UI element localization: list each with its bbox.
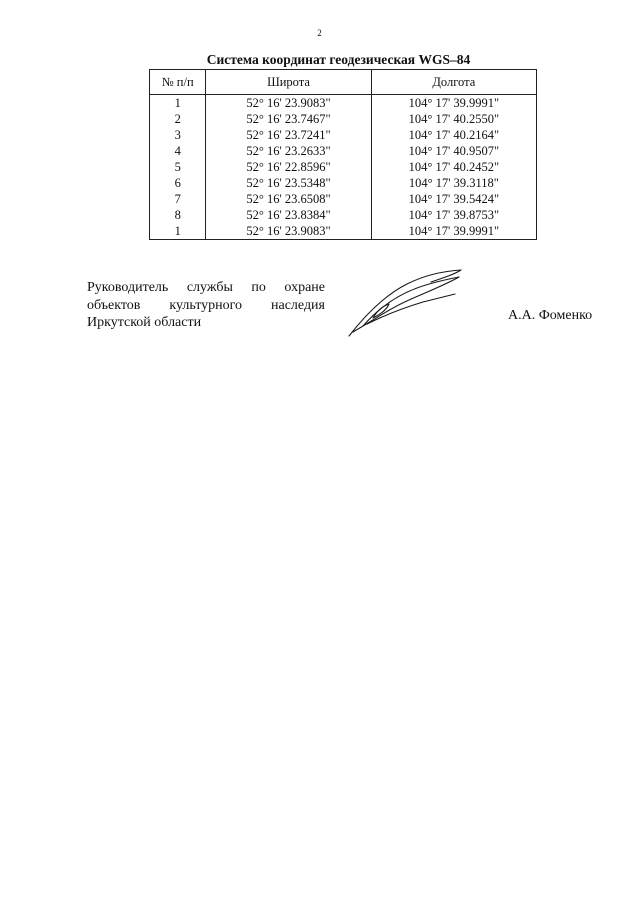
row-number: 5 (150, 159, 206, 175)
table-title: Система координат геодезическая WGS–84 (206, 52, 471, 67)
row-latitude: 52° 16' 22.8596" (206, 159, 371, 175)
table-row (150, 191, 537, 207)
table-row (150, 127, 537, 143)
table-row (150, 175, 537, 191)
signatory-position (87, 279, 325, 332)
row-longitude: 104° 17' 39.8753" (371, 207, 536, 223)
row-number: 6 (150, 175, 206, 191)
row-number: 1 (150, 223, 206, 240)
row-number: 7 (150, 191, 206, 207)
header-longitude: Долгота (371, 70, 536, 95)
row-longitude: 104° 17' 39.9991" (371, 223, 536, 240)
header-number: № п/п (150, 70, 206, 95)
table-row (150, 223, 537, 240)
table-header-row (150, 70, 537, 95)
row-number: 3 (150, 127, 206, 143)
header-latitude: Широта (206, 70, 371, 95)
row-latitude: 52° 16' 23.7467" (206, 111, 371, 127)
row-longitude: 104° 17' 40.9507" (371, 143, 536, 159)
table-row (150, 143, 537, 159)
signer-name: А.А. Фоменко (508, 308, 593, 323)
row-longitude: 104° 17' 39.3118" (371, 175, 536, 191)
row-latitude: 52° 16' 23.9083" (206, 223, 371, 240)
row-number: 2 (150, 111, 206, 127)
table-row (150, 207, 537, 223)
row-longitude: 104° 17' 40.2550" (371, 111, 536, 127)
row-latitude: 52° 16' 23.9083" (206, 95, 371, 112)
coordinates-table (149, 69, 537, 240)
row-longitude: 104° 17' 40.2164" (371, 127, 536, 143)
position-line: Иркутской области (87, 315, 202, 330)
row-latitude: 52° 16' 23.6508" (206, 191, 371, 207)
position-line: Руководитель службы по охране (87, 280, 325, 295)
row-longitude: 104° 17' 39.5424" (371, 191, 536, 207)
table-row (150, 111, 537, 127)
row-latitude: 52° 16' 23.2633" (206, 143, 371, 159)
table-row (150, 95, 537, 112)
position-line: объектов культурного наследия (87, 297, 325, 313)
row-latitude: 52° 16' 23.5348" (206, 175, 371, 191)
handwritten-signature-icon (343, 266, 468, 340)
row-longitude: 104° 17' 39.9991" (371, 95, 536, 112)
row-latitude: 52° 16' 23.7241" (206, 127, 371, 143)
row-longitude: 104° 17' 40.2452" (371, 159, 536, 175)
table-row (150, 159, 537, 175)
row-number: 1 (150, 95, 206, 112)
row-number: 4 (150, 143, 206, 159)
row-number: 8 (150, 207, 206, 223)
row-latitude: 52° 16' 23.8384" (206, 207, 371, 223)
page-number: 2 (317, 28, 322, 38)
